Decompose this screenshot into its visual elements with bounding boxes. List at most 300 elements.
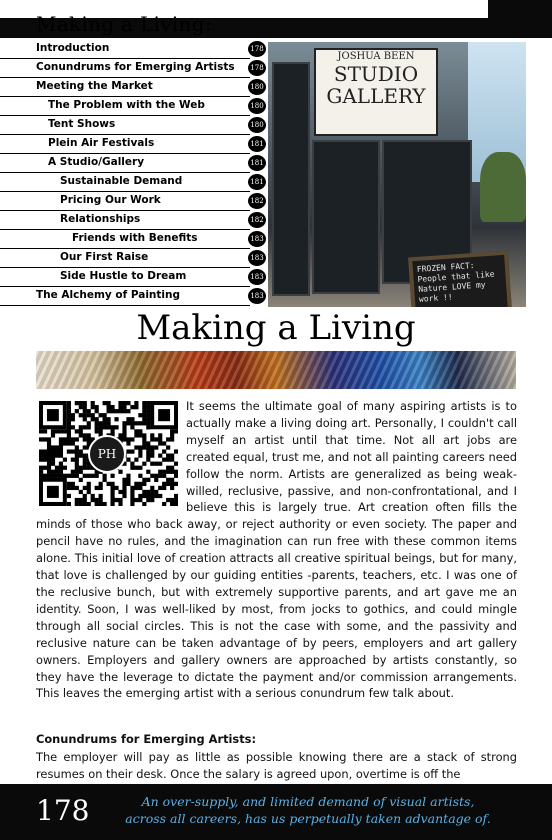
toc-item[interactable] xyxy=(0,59,275,78)
qr-module xyxy=(150,437,154,441)
qr-module xyxy=(138,433,142,437)
qr-module xyxy=(146,449,150,453)
qr-module xyxy=(138,494,142,498)
toc-item[interactable] xyxy=(0,230,275,249)
qr-module xyxy=(75,401,79,405)
toc-item-label: Pricing Our Work xyxy=(60,194,161,206)
toc-page-number: 180 xyxy=(248,79,266,95)
qr-module xyxy=(114,486,118,490)
qr-module xyxy=(130,417,134,421)
qr-module xyxy=(83,417,87,421)
qr-module xyxy=(158,470,162,474)
qr-module xyxy=(138,482,142,486)
qr-module xyxy=(55,474,59,478)
qr-module xyxy=(99,494,103,498)
toc-item-underline xyxy=(0,305,250,306)
body-paragraph: It seems the ultimate goal of many aspiring artists is to actually make a living doing art. Personally, I couldn't call myself an artist until that time. Not all art jobs are created equal, trust me, and not all painting careers need follow the norm. Artists are generalized as being weak-willed, reclusive, passive, and non-confrontational, and I believe this is largely true. Art creation often fills the minds of those who back away, or reject authority or even society. The paper and pencil have no rules, and the imagination can run free with these common items alone. This initial love of creation attracts all creative spiritual beings, but for many, that love is challenged by our guiding entities -parents, teachers, etc. I was one of the reclusive bunch, but with extremely supportive parents, and art gave me an identity. Soon, I was well-liked by most, from jocks to gothics, and could mingle through all social circles. This is not the case with some, and the passivity and reclusive nature can be taken advantage of by peers, employers and art gallery owners. Employers and gallery owners are approached by artists constantly, so they have the leverage to dictate the payment and/or commission arrangements. This leaves the emerging artist with a serious conundrum few talk about. xyxy=(36,399,517,701)
qr-module xyxy=(79,498,83,502)
qr-module xyxy=(150,494,154,498)
qr-module xyxy=(146,478,150,482)
toc-item[interactable] xyxy=(0,211,275,230)
qr-module xyxy=(138,445,142,449)
qr-module xyxy=(130,466,134,470)
qr-module xyxy=(71,417,75,421)
qr-module xyxy=(59,445,63,449)
qr-module xyxy=(146,490,150,494)
qr-module xyxy=(126,417,130,421)
qr-module xyxy=(83,413,87,417)
toc-item-label: Tent Shows xyxy=(48,118,116,130)
qr-module xyxy=(170,433,174,437)
toc-item[interactable] xyxy=(0,173,275,192)
qr-module xyxy=(83,466,87,470)
qr-module xyxy=(55,466,59,470)
section-header-title: Making a Living: xyxy=(36,12,212,36)
qr-module xyxy=(59,466,63,470)
chalkboard-sign: FROZEN FACT: People that like Nature LOVE my work !! xyxy=(408,251,512,307)
qr-module xyxy=(75,458,79,462)
toc-item-label: Sustainable Demand xyxy=(60,175,183,187)
qr-module xyxy=(134,421,138,425)
qr-module xyxy=(95,417,99,421)
qr-module xyxy=(67,486,71,490)
qr-module xyxy=(158,494,162,498)
qr-module xyxy=(138,466,142,470)
qr-module xyxy=(71,458,75,462)
toc-item[interactable] xyxy=(0,192,275,211)
subsection-heading: Conundrums for Emerging Artists: xyxy=(36,732,256,746)
qr-module xyxy=(174,494,178,498)
qr-module xyxy=(99,429,103,433)
qr-module xyxy=(79,405,83,409)
qr-module xyxy=(130,405,134,409)
qr-module xyxy=(71,425,75,429)
qr-module xyxy=(67,413,71,417)
gallery-storefront-photo xyxy=(268,42,526,307)
footer-quote xyxy=(108,793,508,827)
toc-item-label: Our First Raise xyxy=(60,251,149,263)
qr-module xyxy=(162,470,166,474)
qr-module xyxy=(162,474,166,478)
qr-module xyxy=(79,425,83,429)
qr-module xyxy=(110,498,114,502)
qr-module xyxy=(146,425,150,429)
qr-module xyxy=(134,458,138,462)
qr-module xyxy=(91,498,95,502)
qr-module xyxy=(91,417,95,421)
qr-module xyxy=(71,437,75,441)
qr-module xyxy=(91,494,95,498)
qr-module xyxy=(118,470,122,474)
qr-module xyxy=(75,502,79,506)
qr-module xyxy=(47,449,51,453)
qr-module xyxy=(67,405,71,409)
qr-module xyxy=(166,498,170,502)
qr-module xyxy=(91,474,95,478)
qr-module xyxy=(118,498,122,502)
qr-module xyxy=(142,462,146,466)
qr-module xyxy=(126,421,130,425)
qr-module xyxy=(103,474,107,478)
qr-module xyxy=(158,437,162,441)
qr-module xyxy=(174,502,178,506)
qr-module xyxy=(91,405,95,409)
qr-module xyxy=(158,462,162,466)
qr-module xyxy=(59,429,63,433)
qr-module xyxy=(142,437,146,441)
qr-module xyxy=(55,454,59,458)
qr-module xyxy=(63,441,67,445)
qr-module xyxy=(114,425,118,429)
qr-module xyxy=(83,502,87,506)
toc-page-number: 181 xyxy=(248,174,266,190)
qr-module xyxy=(122,433,126,437)
toc-item-label: Friends with Benefits xyxy=(72,232,198,244)
qr-module xyxy=(83,445,87,449)
page-title: Making a Living xyxy=(136,308,416,348)
qr-module xyxy=(138,454,142,458)
qr-module xyxy=(158,486,162,490)
qr-module xyxy=(174,474,178,478)
qr-module xyxy=(67,441,71,445)
qr-module xyxy=(67,474,71,478)
qr-module xyxy=(99,421,103,425)
qr-module xyxy=(130,437,134,441)
qr-module xyxy=(83,494,87,498)
gallery-sign-name: JOSHUA BEEN xyxy=(337,51,415,62)
qr-module xyxy=(43,449,47,453)
toc-item-label: The Alchemy of Painting xyxy=(36,289,181,301)
qr-module xyxy=(51,433,55,437)
qr-module xyxy=(150,454,154,458)
qr-module xyxy=(114,498,118,502)
qr-module xyxy=(126,409,130,413)
qr-code[interactable] xyxy=(39,401,178,506)
qr-module xyxy=(95,498,99,502)
qr-module xyxy=(67,425,71,429)
qr-module xyxy=(103,502,107,506)
qr-module xyxy=(63,474,67,478)
qr-module xyxy=(146,445,150,449)
gallery-sign-gallery: GALLERY xyxy=(326,84,426,108)
qr-module xyxy=(47,458,51,462)
qr-module xyxy=(130,502,134,506)
qr-module xyxy=(122,437,126,441)
qr-module xyxy=(87,437,91,441)
qr-module xyxy=(39,470,43,474)
qr-module xyxy=(146,454,150,458)
qr-module xyxy=(166,458,170,462)
qr-module xyxy=(146,409,150,413)
toc-item-label: Meeting the Market xyxy=(36,80,153,92)
qr-module xyxy=(71,486,75,490)
qr-module xyxy=(110,425,114,429)
toc-item-label: The Problem with the Web xyxy=(48,99,205,111)
qr-module xyxy=(79,449,83,453)
qr-module xyxy=(75,470,79,474)
photo-tree xyxy=(480,152,526,222)
qr-module xyxy=(142,413,146,417)
qr-module xyxy=(99,486,103,490)
toc-page-number: 178 xyxy=(248,60,266,76)
qr-module xyxy=(51,462,55,466)
qr-module xyxy=(83,425,87,429)
qr-module xyxy=(87,486,91,490)
qr-module xyxy=(95,502,99,506)
qr-module xyxy=(107,421,111,425)
qr-module xyxy=(67,433,71,437)
qr-module xyxy=(87,482,91,486)
qr-module xyxy=(118,490,122,494)
qr-module xyxy=(83,474,87,478)
qr-module xyxy=(174,462,178,466)
qr-module xyxy=(150,474,154,478)
qr-center-badge: PH xyxy=(88,435,126,473)
qr-module xyxy=(130,498,134,502)
qr-module xyxy=(75,466,79,470)
qr-module xyxy=(83,401,87,405)
qr-module xyxy=(107,425,111,429)
qr-module xyxy=(67,437,71,441)
qr-module xyxy=(95,474,99,478)
qr-module xyxy=(142,401,146,405)
qr-module xyxy=(75,486,79,490)
qr-module xyxy=(83,458,87,462)
qr-module xyxy=(83,409,87,413)
qr-module xyxy=(75,429,79,433)
qr-module xyxy=(79,502,83,506)
qr-module xyxy=(79,454,83,458)
toc-page-number: 181 xyxy=(248,136,266,152)
qr-module xyxy=(174,449,178,453)
qr-module xyxy=(47,441,51,445)
qr-module xyxy=(59,470,63,474)
qr-module xyxy=(158,441,162,445)
qr-module xyxy=(87,425,91,429)
qr-module xyxy=(126,482,130,486)
qr-module xyxy=(162,502,166,506)
qr-module xyxy=(134,429,138,433)
qr-module xyxy=(87,409,91,413)
qr-module xyxy=(126,437,130,441)
qr-module xyxy=(142,494,146,498)
qr-module xyxy=(87,421,91,425)
qr-module xyxy=(110,494,114,498)
qr-module xyxy=(154,462,158,466)
qr-module xyxy=(146,413,150,417)
qr-module xyxy=(134,401,138,405)
qr-module xyxy=(63,437,67,441)
qr-module xyxy=(118,401,122,405)
qr-module xyxy=(43,458,47,462)
qr-module xyxy=(122,421,126,425)
toc-item[interactable] xyxy=(0,287,275,306)
qr-module xyxy=(103,425,107,429)
qr-module xyxy=(75,474,79,478)
qr-module xyxy=(107,482,111,486)
toc-page-number: 183 xyxy=(248,231,266,247)
toc-item[interactable] xyxy=(0,249,275,268)
qr-module xyxy=(55,470,59,474)
qr-module xyxy=(51,474,55,478)
qr-finder-pattern xyxy=(158,409,170,421)
qr-module xyxy=(67,429,71,433)
qr-module xyxy=(122,425,126,429)
qr-module xyxy=(130,425,134,429)
qr-module xyxy=(55,449,59,453)
qr-module xyxy=(59,462,63,466)
qr-module xyxy=(110,409,114,413)
qr-module xyxy=(122,494,126,498)
qr-module xyxy=(146,405,150,409)
qr-module xyxy=(142,445,146,449)
qr-module xyxy=(134,445,138,449)
toc-page-number: 183 xyxy=(248,269,266,285)
qr-module xyxy=(110,405,114,409)
qr-module xyxy=(142,409,146,413)
qr-module xyxy=(142,482,146,486)
toc-item[interactable] xyxy=(0,97,275,116)
qr-module xyxy=(83,498,87,502)
qr-module xyxy=(79,429,83,433)
qr-module xyxy=(59,441,63,445)
toc-item[interactable] xyxy=(0,40,275,59)
qr-module xyxy=(103,478,107,482)
qr-module xyxy=(51,429,55,433)
qr-module xyxy=(130,494,134,498)
qr-module xyxy=(87,490,91,494)
qr-module xyxy=(122,482,126,486)
qr-module xyxy=(67,409,71,413)
qr-module xyxy=(122,429,126,433)
qr-module xyxy=(47,454,51,458)
qr-module xyxy=(154,445,158,449)
qr-module xyxy=(47,462,51,466)
qr-module xyxy=(118,409,122,413)
qr-module xyxy=(138,486,142,490)
qr-module xyxy=(87,466,91,470)
qr-module xyxy=(110,482,114,486)
toc-item[interactable] xyxy=(0,154,275,173)
qr-module xyxy=(63,429,67,433)
footer-quote-line-1: An over-supply, and limited demand of visual artists, xyxy=(141,794,475,809)
qr-module xyxy=(67,401,71,405)
qr-module xyxy=(174,482,178,486)
qr-module xyxy=(107,417,111,421)
qr-module xyxy=(126,478,130,482)
qr-module xyxy=(138,413,142,417)
qr-module xyxy=(162,441,166,445)
toc-page-number: 178 xyxy=(248,41,266,57)
qr-module xyxy=(59,454,63,458)
qr-module xyxy=(47,470,51,474)
qr-module xyxy=(150,449,154,453)
qr-module xyxy=(110,429,114,433)
qr-module xyxy=(122,486,126,490)
qr-module xyxy=(39,449,43,453)
qr-module xyxy=(55,445,59,449)
qr-module xyxy=(79,478,83,482)
qr-module xyxy=(79,413,83,417)
photo-window-door xyxy=(312,140,380,294)
toc-item-label: A Studio/Gallery xyxy=(48,156,145,168)
qr-module xyxy=(122,478,126,482)
qr-module xyxy=(150,433,154,437)
qr-module xyxy=(134,405,138,409)
footer-quote-line-2: across all careers, has us perpetually taken advantage of. xyxy=(125,811,491,826)
qr-module xyxy=(118,433,122,437)
toc-page-number: 182 xyxy=(248,193,266,209)
toc-item[interactable] xyxy=(0,116,275,135)
qr-module xyxy=(146,470,150,474)
qr-module xyxy=(138,474,142,478)
qr-module xyxy=(59,437,63,441)
qr-module xyxy=(142,490,146,494)
qr-module xyxy=(99,502,103,506)
qr-module xyxy=(47,437,51,441)
qr-module xyxy=(110,486,114,490)
qr-module xyxy=(138,449,142,453)
qr-module xyxy=(79,466,83,470)
qr-finder-pattern xyxy=(47,486,59,498)
qr-module xyxy=(126,401,130,405)
qr-module xyxy=(79,401,83,405)
qr-module xyxy=(146,441,150,445)
header-corner-block xyxy=(488,0,552,18)
paint-palette-banner xyxy=(36,351,516,389)
qr-module xyxy=(67,502,71,506)
qr-module xyxy=(126,449,130,453)
qr-module xyxy=(150,486,154,490)
qr-module xyxy=(95,429,99,433)
qr-module xyxy=(71,413,75,417)
qr-module xyxy=(170,486,174,490)
qr-module xyxy=(83,433,87,437)
qr-module xyxy=(150,445,154,449)
qr-module xyxy=(39,458,43,462)
qr-module xyxy=(146,401,150,405)
qr-module xyxy=(110,502,114,506)
qr-module xyxy=(174,498,178,502)
qr-module xyxy=(83,462,87,466)
qr-module xyxy=(43,437,47,441)
toc-item[interactable] xyxy=(0,268,275,287)
toc-item[interactable] xyxy=(0,78,275,97)
qr-module xyxy=(166,482,170,486)
qr-module xyxy=(83,405,87,409)
qr-module xyxy=(154,474,158,478)
qr-module xyxy=(174,470,178,474)
qr-module xyxy=(71,482,75,486)
qr-module xyxy=(95,409,99,413)
qr-module xyxy=(142,441,146,445)
qr-module xyxy=(122,490,126,494)
qr-module xyxy=(126,458,130,462)
qr-module xyxy=(154,478,158,482)
qr-module xyxy=(146,458,150,462)
qr-module xyxy=(146,417,150,421)
toc-item-label: Introduction xyxy=(36,42,110,54)
qr-module xyxy=(166,478,170,482)
qr-module xyxy=(79,433,83,437)
qr-module xyxy=(99,482,103,486)
qr-module xyxy=(99,413,103,417)
qr-module xyxy=(107,409,111,413)
toc-item[interactable] xyxy=(0,135,275,154)
qr-module xyxy=(154,494,158,498)
qr-module xyxy=(162,449,166,453)
qr-module xyxy=(142,421,146,425)
